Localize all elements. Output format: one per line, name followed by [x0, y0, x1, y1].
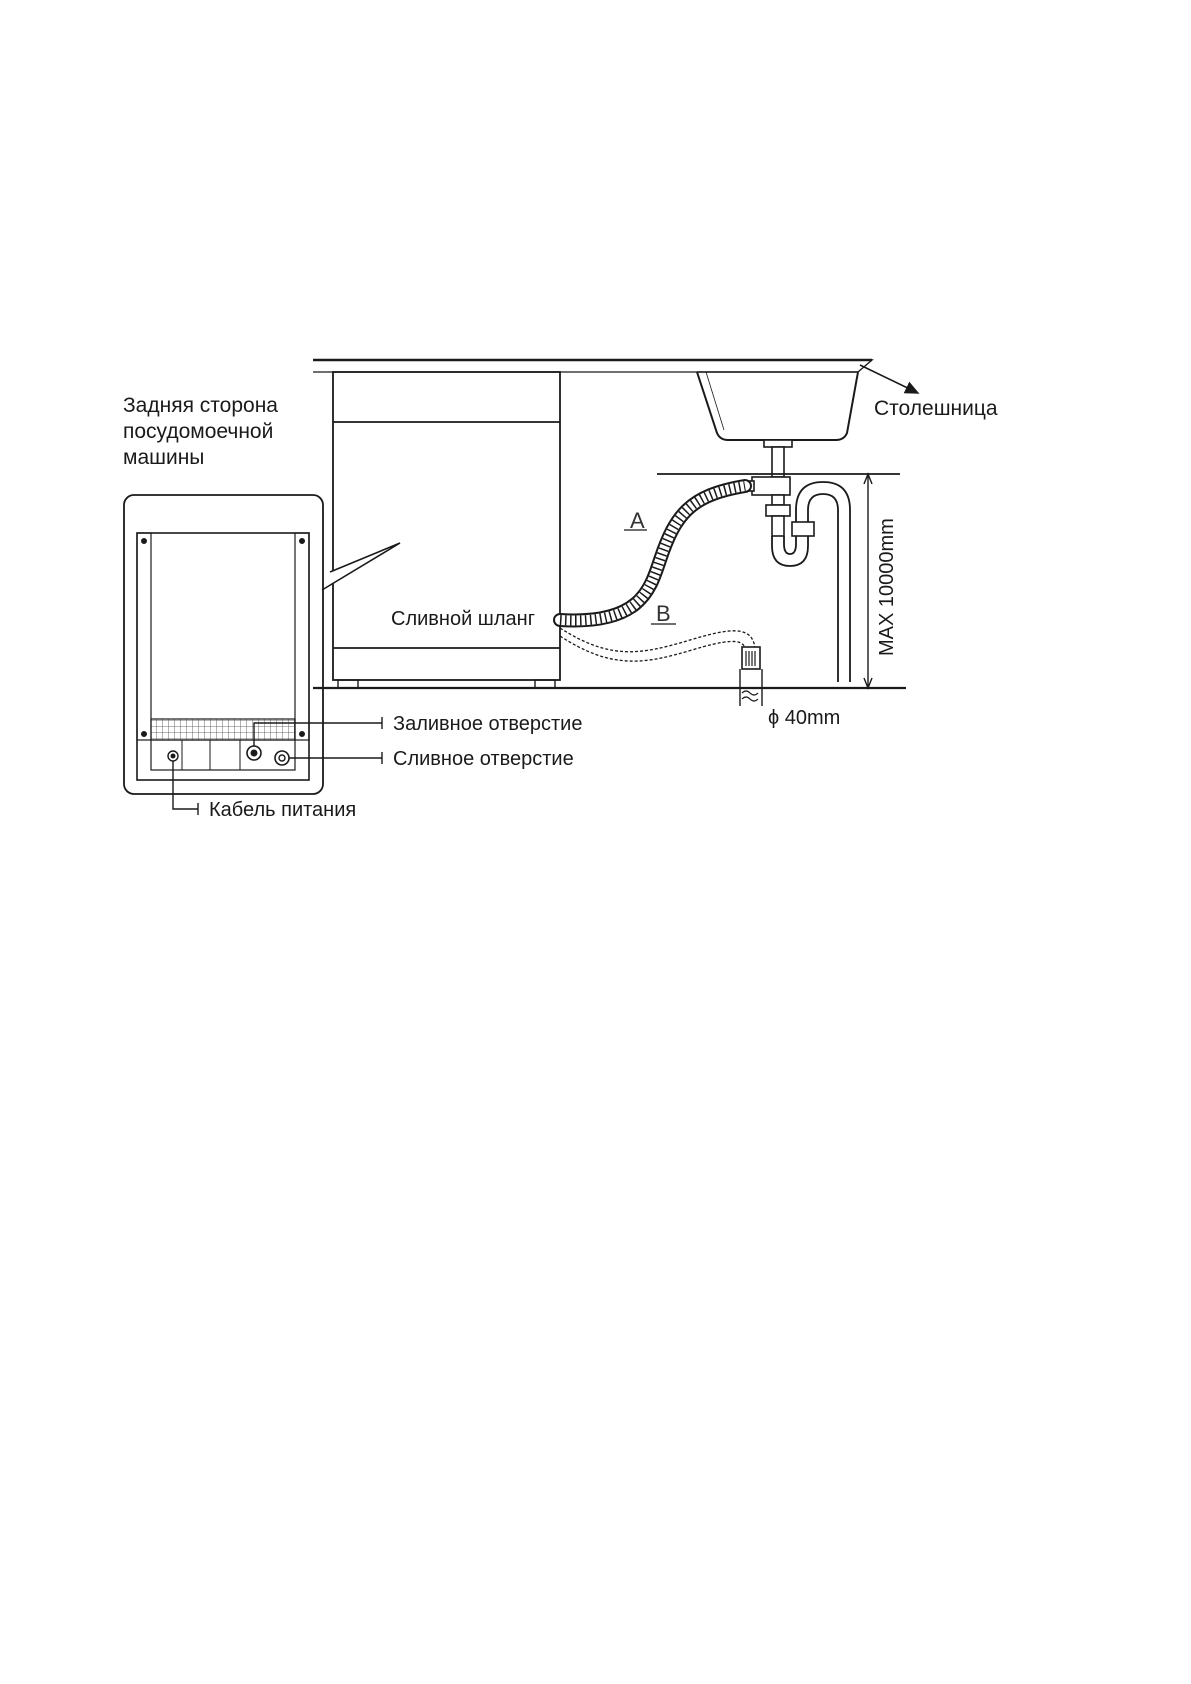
drain-hose-b [560, 628, 755, 661]
inlet-label: Заливное отверстие [393, 713, 583, 735]
power-cable-label: Кабель питания [209, 799, 357, 821]
drain-hose-a [560, 486, 745, 620]
countertop [313, 360, 872, 372]
dishwasher-body [333, 372, 560, 688]
option-b-label: B [656, 601, 671, 626]
diameter-label: ϕ 40mm [768, 707, 841, 729]
max-height-dimension [864, 474, 872, 688]
power-cable-port [168, 751, 178, 761]
option-a-label: A [630, 508, 645, 533]
outlet-label: Сливное отверстие [393, 748, 574, 770]
countertop-pointer-line [860, 365, 918, 393]
back-panel-frame [124, 495, 323, 794]
drain-hose-label: Сливной шланг [391, 608, 535, 630]
countertop-label: Столешница [874, 397, 998, 420]
back-side-label-line-3: машины [123, 446, 205, 469]
inlet-port [247, 746, 261, 760]
back-side-label-line-2: посудомоечной [123, 420, 274, 443]
outlet-port [275, 751, 289, 765]
max-height-label: MAX 10000mm [876, 518, 898, 656]
sink [697, 372, 858, 440]
siphon [740, 440, 850, 682]
back-side-label-line-1: Задняя сторона [123, 394, 278, 417]
standpipe [740, 647, 762, 706]
